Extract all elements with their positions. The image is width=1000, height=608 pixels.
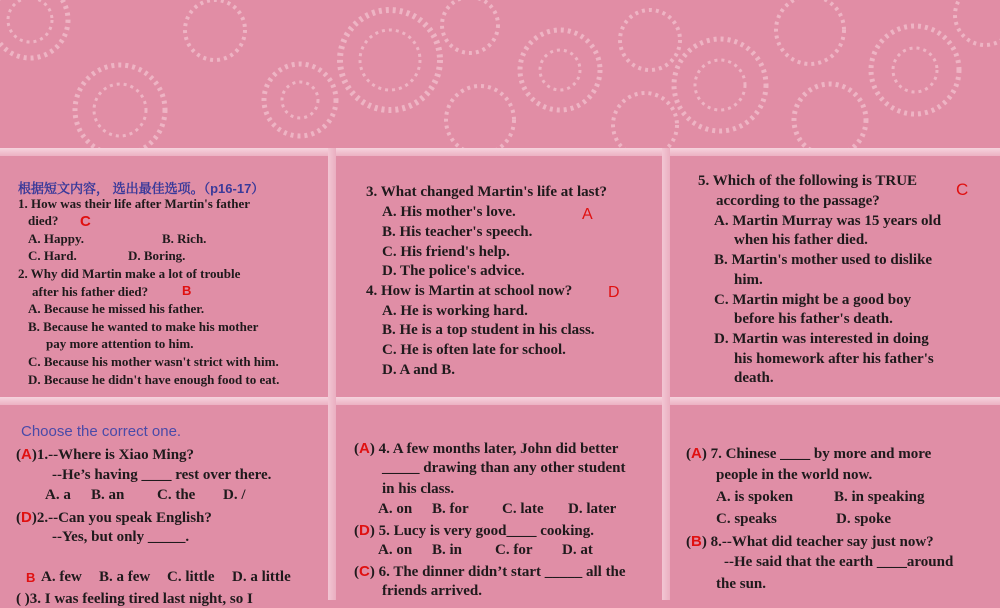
question-5-text-cont: according to the passage? [716,193,880,209]
option-1c: C. Hard. [28,248,77,263]
option-3a: A. His mother's love. [382,204,516,220]
option-g5b: B. in [432,542,463,558]
panel-grammar-q4-q6 [336,405,662,600]
panel-heading: 根据短文内容， 选出最佳选项。（p16-17） [18,181,265,196]
option-g4d: D. later [568,501,617,517]
answer-g4: A [359,440,370,457]
panel-reading-q1-q2 [0,156,328,397]
question-4-text: 4. How is Martin at school now? [366,283,573,299]
paren-open: ( [686,534,691,550]
paren-open: ( [354,564,359,580]
question-g4-line3: in his class. [382,481,455,497]
answer-5: C [956,180,969,199]
question-g1-line2: --He’s having ____ rest over there. [52,467,272,483]
option-g5c: C. for [495,542,533,558]
divider-left [328,148,336,600]
option-g2b: B. a few [99,569,151,585]
question-g4-line2: _____ drawing than any other student [382,460,626,476]
divider-top [0,148,1000,156]
paren-open: ( [16,510,21,526]
question-g2 [16,509,212,527]
paren-open: ( [354,441,359,457]
ring-pattern [0,0,1000,150]
question-5-text: 5. Which of the following is TRUE [698,173,918,189]
option-4b: B. He is a top student in his class. [382,322,595,338]
option-g5d: D. at [562,542,593,558]
question-3-text: 3. What changed Martin's life at last? [366,184,607,200]
panel-grammar-q1-q3 [0,405,328,607]
option-3c: C. His friend's help. [382,244,510,260]
panel-grammar-q7-q8 [670,405,1000,600]
option-5d-cont: his homework after his father's [734,351,934,367]
question-g7 [686,445,931,463]
decorative-banner [0,0,1000,150]
option-2b-cont: pay more attention to him. [46,336,194,351]
option-g7a: A. is spoken [716,489,794,505]
answer-g7: A [691,445,702,462]
answer-g6: C [359,563,370,580]
option-5d-cont2: death. [734,370,774,386]
question-g7-text: ) 7. Chinese ____ by more and more [701,446,932,462]
answer-g1: A [21,446,32,463]
option-g4a: A. on [378,501,413,517]
option-g7c: C. speaks [716,511,777,527]
question-g2-text: )2.--Can you speak English? [31,510,212,526]
question-g8 [686,533,934,551]
option-1b: B. Rich. [162,231,207,246]
paren-open: ( [686,446,691,462]
answer-2: B [182,283,192,298]
option-g1a: A. a [45,487,71,503]
option-5a: A. Martin Murray was 15 years old [714,213,942,229]
section-heading: Choose the correct one. [21,423,182,440]
option-g1b: B. an [91,487,125,503]
option-5c: C. Martin might be a good boy [714,292,912,308]
question-g4-text: ) 4. A few months later, John did better [369,441,619,457]
question-1-text-cont: died? [28,213,59,228]
option-g1c: C. the [157,487,196,503]
answer-g2-mark: B [26,570,36,585]
option-2a: A. Because he missed his father. [28,301,205,316]
option-2c: C. Because his mother wasn't strict with him. [28,354,279,369]
question-g8-line3: the sun. [716,576,767,592]
option-4c: C. He is often late for school. [382,342,566,358]
question-g8-text: ) 8.--What did teacher say just now? [701,534,934,550]
option-5b-cont: him. [734,272,763,288]
option-g7b: B. in speaking [834,489,925,505]
option-4d: D. A and B. [382,362,455,378]
question-g5 [354,522,594,540]
option-g5a: A. on [378,542,413,558]
question-2-text-cont: after his father died? [32,284,149,299]
option-g1d: D. / [223,487,246,503]
question-g6 [354,563,626,581]
option-4a: A. He is working hard. [382,303,528,319]
question-g8-line2: --He said that the earth ____around [724,554,954,570]
option-g2c: C. little [167,569,215,585]
option-g7d: D. spoke [836,511,892,527]
question-g3: ( )3. I was feeling tired last night, so I [16,591,253,607]
option-3b: B. His teacher's speech. [382,224,533,240]
option-3d: D. The police's advice. [382,263,525,279]
question-2-text: 2. Why did Martin make a lot of trouble [18,266,241,281]
panel-reading-q3-q4 [336,156,662,397]
option-g2a: A. few [41,569,82,585]
question-g4 [354,440,618,458]
divider-middle [0,397,1000,405]
answer-1: C [80,213,91,230]
question-g6-text: ) 6. The dinner didn’t start _____ all the [369,564,626,580]
question-g7-line2: people in the world now. [716,467,873,483]
answer-g8: B [691,533,702,550]
option-1d: D. Boring. [128,248,186,263]
question-g5-text: ) 5. Lucy is very good____ cooking. [369,523,595,539]
answer-3: A [582,206,593,223]
divider-right [662,148,670,600]
question-g6-line2: friends arrived. [382,583,482,599]
answer-4: D [608,284,620,301]
question-g1-text: )1.--Where is Xiao Ming? [31,447,195,463]
question-g1 [16,446,194,464]
option-g4c: C. late [502,501,544,517]
option-5b: B. Martin's mother used to dislike [714,252,933,268]
option-2b: B. Because he wanted to make his mother [28,319,259,334]
answer-g5: D [359,522,370,539]
option-g4b: B. for [432,501,469,517]
option-2d: D. Because he didn't have enough food to eat. [28,372,280,387]
option-5a-cont: when his father died. [734,232,868,248]
panel-reading-q5 [670,156,1000,397]
question-1-text: 1. How was their life after Martin's father [18,196,251,211]
paren-open: ( [16,447,21,463]
option-g2d: D. a little [232,569,291,585]
answer-g2: D [21,509,32,526]
option-5d: D. Martin was interested in doing [714,331,929,347]
question-g2-line2: --Yes, but only _____. [52,529,190,545]
paren-open: ( [354,523,359,539]
option-1a: A. Happy. [28,231,84,246]
option-5c-cont: before his father's death. [734,311,893,327]
